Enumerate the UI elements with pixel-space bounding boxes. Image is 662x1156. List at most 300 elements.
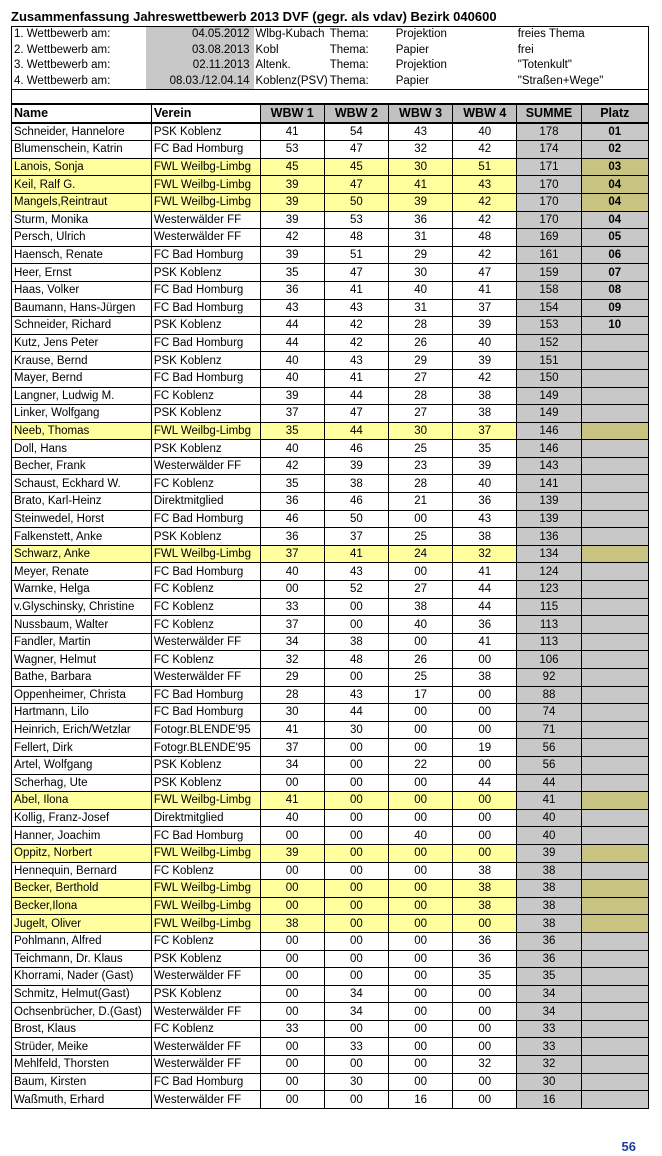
results-table: [11, 103, 649, 1109]
cell-wbw4: 37: [453, 299, 517, 317]
cell-platz: [581, 387, 648, 405]
cell-wbw2: 43: [324, 563, 388, 581]
cell-wbw4: 00: [453, 985, 517, 1003]
contest-thema-label: Thema:: [329, 43, 369, 56]
cell-wbw4: 36: [453, 932, 517, 950]
cell-verein: Westerwälder FF: [151, 669, 260, 687]
cell-verein: Westerwälder FF: [151, 457, 260, 475]
table-row: [12, 792, 649, 810]
cell-wbw1: 00: [260, 1003, 324, 1021]
cell-wbw2: 51: [324, 246, 388, 264]
cell-wbw1: 00: [260, 862, 324, 880]
cell-platz: [581, 545, 648, 563]
cell-wbw1: 00: [260, 1091, 324, 1109]
cell-summe: 171: [517, 158, 581, 176]
cell-wbw1: 00: [260, 774, 324, 792]
cell-verein: Direktmitglied: [151, 493, 260, 511]
table-row: [12, 405, 649, 423]
cell-verein: FWL Weilbg-Limbg: [151, 158, 260, 176]
cell-name: Langner, Ludwig M.: [12, 387, 152, 405]
contest-place: Koblenz(PSV): [255, 74, 328, 87]
contest-row: [12, 43, 649, 59]
cell-wbw1: 42: [260, 229, 324, 247]
cell-wbw3: 26: [388, 651, 452, 669]
cell-wbw2: 47: [324, 176, 388, 194]
cell-summe: 152: [517, 334, 581, 352]
cell-name: Mangels,Reintraut: [12, 193, 152, 211]
table-row: [12, 1003, 649, 1021]
cell-wbw1: 41: [260, 721, 324, 739]
cell-name: Becher, Frank: [12, 457, 152, 475]
cell-verein: FC Bad Homburg: [151, 1073, 260, 1091]
cell-name: Wagner, Helmut: [12, 651, 152, 669]
cell-wbw3: 38: [388, 598, 452, 616]
cell-wbw2: 00: [324, 739, 388, 757]
cell-summe: 170: [517, 193, 581, 211]
cell-wbw2: 00: [324, 880, 388, 898]
cell-wbw2: 47: [324, 405, 388, 423]
cell-name: Haas, Volker: [12, 281, 152, 299]
cell-wbw1: 36: [260, 528, 324, 546]
cell-platz: [581, 985, 648, 1003]
cell-platz: [581, 880, 648, 898]
cell-wbw4: 42: [453, 246, 517, 264]
table-row: [12, 510, 649, 528]
cell-wbw4: 42: [453, 141, 517, 159]
table-row: [12, 229, 649, 247]
contest-thema-label: Thema:: [329, 74, 369, 87]
cell-summe: 159: [517, 264, 581, 282]
cell-wbw2: 00: [324, 862, 388, 880]
cell-summe: 30: [517, 1073, 581, 1091]
table-row: [12, 616, 649, 634]
cell-name: Kutz, Jens Peter: [12, 334, 152, 352]
cell-verein: FC Koblenz: [151, 651, 260, 669]
cell-summe: 178: [517, 123, 581, 141]
cell-wbw1: 00: [260, 581, 324, 599]
cell-wbw3: 25: [388, 528, 452, 546]
cell-summe: 123: [517, 581, 581, 599]
cell-summe: 149: [517, 387, 581, 405]
cell-name: Baum, Kirsten: [12, 1073, 152, 1091]
cell-verein: FC Koblenz: [151, 475, 260, 493]
cell-wbw4: 38: [453, 862, 517, 880]
table-row: [12, 862, 649, 880]
cell-wbw4: 39: [453, 352, 517, 370]
cell-wbw1: 00: [260, 1073, 324, 1091]
cell-wbw4: 00: [453, 1020, 517, 1038]
cell-verein: Direktmitglied: [151, 809, 260, 827]
cell-name: Jugelt, Oliver: [12, 915, 152, 933]
table-row: [12, 352, 649, 370]
cell-name: Strüder, Meike: [12, 1038, 152, 1056]
cell-platz: [581, 862, 648, 880]
cell-verein: FC Koblenz: [151, 598, 260, 616]
cell-platz: [581, 422, 648, 440]
cell-wbw2: 00: [324, 844, 388, 862]
cell-verein: Westerwälder FF: [151, 1038, 260, 1056]
cell-verein: FWL Weilbg-Limbg: [151, 844, 260, 862]
contest-row: [12, 27, 649, 43]
cell-wbw3: 21: [388, 493, 452, 511]
cell-wbw1: 37: [260, 616, 324, 634]
cell-name: Fellert, Dirk: [12, 739, 152, 757]
cell-name: Meyer, Renate: [12, 563, 152, 581]
table-row: [12, 809, 649, 827]
cell-platz: [581, 1003, 648, 1021]
cell-wbw2: 00: [324, 809, 388, 827]
cell-wbw1: 00: [260, 1038, 324, 1056]
cell-wbw4: 43: [453, 510, 517, 528]
cell-wbw1: 40: [260, 563, 324, 581]
cell-wbw2: 33: [324, 1038, 388, 1056]
table-row: [12, 739, 649, 757]
cell-summe: 36: [517, 950, 581, 968]
cell-wbw4: 00: [453, 1073, 517, 1091]
cell-name: Brato, Karl-Heinz: [12, 493, 152, 511]
cell-wbw3: 00: [388, 739, 452, 757]
cell-wbw2: 53: [324, 211, 388, 229]
cell-name: Hartmann, Lilo: [12, 704, 152, 722]
cell-wbw4: 00: [453, 756, 517, 774]
cell-wbw1: 53: [260, 141, 324, 159]
cell-platz: 05: [581, 229, 648, 247]
cell-name: Warnke, Helga: [12, 581, 152, 599]
col-header-name: Name: [12, 104, 152, 123]
cell-name: Khorrami, Nader (Gast): [12, 968, 152, 986]
cell-wbw1: 33: [260, 598, 324, 616]
cell-wbw4: 51: [453, 158, 517, 176]
cell-verein: PSK Koblenz: [151, 985, 260, 1003]
cell-wbw1: 39: [260, 193, 324, 211]
cell-wbw2: 00: [324, 616, 388, 634]
table-row: [12, 950, 649, 968]
cell-platz: [581, 1020, 648, 1038]
cell-wbw4: 00: [453, 844, 517, 862]
cell-verein: PSK Koblenz: [151, 528, 260, 546]
cell-name: Heer, Ernst: [12, 264, 152, 282]
cell-wbw2: 00: [324, 669, 388, 687]
cell-verein: FC Bad Homburg: [151, 686, 260, 704]
table-row: [12, 264, 649, 282]
cell-wbw4: 48: [453, 229, 517, 247]
cell-wbw2: 00: [324, 774, 388, 792]
cell-wbw3: 40: [388, 827, 452, 845]
cell-name: Schneider, Richard: [12, 317, 152, 335]
cell-wbw3: 36: [388, 211, 452, 229]
cell-wbw1: 40: [260, 369, 324, 387]
cell-wbw4: 41: [453, 633, 517, 651]
cell-platz: 04: [581, 211, 648, 229]
cell-name: Lanois, Sonja: [12, 158, 152, 176]
cell-summe: 136: [517, 528, 581, 546]
cell-wbw3: 29: [388, 246, 452, 264]
cell-wbw4: 43: [453, 176, 517, 194]
cell-platz: [581, 1073, 648, 1091]
cell-wbw1: 40: [260, 809, 324, 827]
cell-wbw3: 28: [388, 317, 452, 335]
table-row: [12, 422, 649, 440]
cell-wbw3: 25: [388, 669, 452, 687]
document-title: Zusammenfassung Jahreswettbewerb 2013 DVF (gegr. als vdav) Bezirk 040600: [11, 9, 497, 24]
col-header-wbw3: WBW 3: [388, 104, 452, 123]
cell-summe: 161: [517, 246, 581, 264]
cell-wbw3: 27: [388, 369, 452, 387]
cell-summe: 154: [517, 299, 581, 317]
cell-wbw4: 42: [453, 211, 517, 229]
contest-info-table: [11, 26, 649, 90]
cell-wbw4: 37: [453, 422, 517, 440]
cell-wbw1: 44: [260, 317, 324, 335]
cell-wbw3: 00: [388, 1073, 452, 1091]
table-row: [12, 158, 649, 176]
cell-platz: [581, 968, 648, 986]
table-row: [12, 1091, 649, 1109]
cell-wbw1: 39: [260, 844, 324, 862]
cell-verein: Westerwälder FF: [151, 1091, 260, 1109]
cell-name: Heinrich, Erich/Wetzlar: [12, 721, 152, 739]
cell-wbw2: 00: [324, 792, 388, 810]
cell-name: Hennequin, Bernard: [12, 862, 152, 880]
cell-verein: FC Bad Homburg: [151, 827, 260, 845]
cell-summe: 146: [517, 440, 581, 458]
cell-wbw2: 00: [324, 1056, 388, 1074]
cell-wbw1: 41: [260, 792, 324, 810]
cell-wbw4: 19: [453, 739, 517, 757]
table-row: [12, 651, 649, 669]
cell-wbw2: 50: [324, 193, 388, 211]
cell-verein: PSK Koblenz: [151, 123, 260, 141]
cell-wbw3: 00: [388, 915, 452, 933]
table-row: [12, 528, 649, 546]
cell-name: Nussbaum, Walter: [12, 616, 152, 634]
cell-name: Schmitz, Helmut(Gast): [12, 985, 152, 1003]
cell-summe: 34: [517, 985, 581, 1003]
col-header-summe: SUMME: [517, 104, 581, 123]
cell-wbw4: 41: [453, 281, 517, 299]
cell-wbw4: 00: [453, 1038, 517, 1056]
contest-date: 08.03./12.04.14: [146, 74, 254, 90]
cell-wbw3: 40: [388, 616, 452, 634]
cell-wbw1: 45: [260, 158, 324, 176]
contest-label: 4. Wettbewerb am:: [14, 74, 111, 87]
cell-wbw4: 36: [453, 950, 517, 968]
cell-wbw3: 00: [388, 704, 452, 722]
cell-name: Abel, Ilona: [12, 792, 152, 810]
cell-wbw3: 00: [388, 510, 452, 528]
cell-summe: 134: [517, 545, 581, 563]
cell-name: Keil, Ralf G.: [12, 176, 152, 194]
cell-verein: PSK Koblenz: [151, 950, 260, 968]
cell-name: Falkenstett, Anke: [12, 528, 152, 546]
table-row: [12, 493, 649, 511]
cell-summe: 153: [517, 317, 581, 335]
cell-summe: 113: [517, 633, 581, 651]
cell-platz: [581, 440, 648, 458]
cell-wbw1: 36: [260, 281, 324, 299]
cell-wbw1: 37: [260, 545, 324, 563]
cell-wbw3: 00: [388, 897, 452, 915]
col-header-wbw2: WBW 2: [324, 104, 388, 123]
cell-summe: 38: [517, 880, 581, 898]
cell-wbw2: 38: [324, 633, 388, 651]
cell-wbw1: 00: [260, 897, 324, 915]
contest-topic: "Straßen+Wege": [517, 74, 604, 87]
cell-summe: 33: [517, 1020, 581, 1038]
contest-topic: frei: [517, 43, 534, 56]
cell-platz: [581, 756, 648, 774]
cell-name: Hanner, Joachim: [12, 827, 152, 845]
table-row: [12, 123, 649, 141]
cell-wbw4: 40: [453, 475, 517, 493]
cell-wbw2: 34: [324, 1003, 388, 1021]
cell-summe: 158: [517, 281, 581, 299]
col-header-wbw4: WBW 4: [453, 104, 517, 123]
contest-medium: Projektion: [395, 28, 447, 41]
cell-wbw1: 38: [260, 915, 324, 933]
cell-summe: 146: [517, 422, 581, 440]
cell-wbw3: 16: [388, 1091, 452, 1109]
table-row: [12, 211, 649, 229]
cell-wbw1: 32: [260, 651, 324, 669]
cell-summe: 139: [517, 493, 581, 511]
table-row: [12, 281, 649, 299]
cell-verein: FC Koblenz: [151, 862, 260, 880]
cell-platz: [581, 651, 648, 669]
table-row: [12, 299, 649, 317]
cell-wbw3: 23: [388, 457, 452, 475]
cell-verein: FC Koblenz: [151, 387, 260, 405]
cell-wbw4: 42: [453, 193, 517, 211]
cell-wbw1: 00: [260, 985, 324, 1003]
cell-verein: PSK Koblenz: [151, 774, 260, 792]
table-row: [12, 633, 649, 651]
cell-platz: [581, 1091, 648, 1109]
cell-wbw3: 28: [388, 475, 452, 493]
cell-wbw2: 00: [324, 1091, 388, 1109]
cell-name: Bathe, Barbara: [12, 669, 152, 687]
cell-summe: 150: [517, 369, 581, 387]
cell-wbw3: 32: [388, 141, 452, 159]
cell-verein: PSK Koblenz: [151, 317, 260, 335]
cell-wbw1: 41: [260, 123, 324, 141]
cell-verein: FC Bad Homburg: [151, 704, 260, 722]
spacer: [11, 90, 649, 103]
cell-verein: FC Koblenz: [151, 1020, 260, 1038]
cell-verein: FC Bad Homburg: [151, 334, 260, 352]
cell-summe: 106: [517, 651, 581, 669]
cell-wbw1: 40: [260, 440, 324, 458]
cell-wbw2: 41: [324, 281, 388, 299]
cell-name: Sturm, Monika: [12, 211, 152, 229]
cell-wbw3: 00: [388, 792, 452, 810]
cell-name: Ochsenbrücher, D.(Gast): [12, 1003, 152, 1021]
cell-wbw3: 00: [388, 1056, 452, 1074]
table-row: [12, 317, 649, 335]
cell-summe: 32: [517, 1056, 581, 1074]
cell-name: Schaust, Eckhard W.: [12, 475, 152, 493]
cell-platz: [581, 774, 648, 792]
table-row: [12, 915, 649, 933]
table-row: [12, 721, 649, 739]
cell-verein: Westerwälder FF: [151, 633, 260, 651]
cell-wbw4: 40: [453, 334, 517, 352]
cell-verein: FC Koblenz: [151, 581, 260, 599]
contest-date: 03.08.2013: [146, 43, 254, 59]
cell-wbw3: 41: [388, 176, 452, 194]
table-row: [12, 246, 649, 264]
cell-name: Mehlfeld, Thorsten: [12, 1056, 152, 1074]
cell-platz: [581, 1038, 648, 1056]
cell-wbw2: 45: [324, 158, 388, 176]
cell-summe: 124: [517, 563, 581, 581]
cell-wbw3: 00: [388, 1003, 452, 1021]
cell-wbw2: 48: [324, 651, 388, 669]
cell-wbw3: 27: [388, 581, 452, 599]
contest-medium: Projektion: [395, 59, 447, 72]
cell-summe: 115: [517, 598, 581, 616]
cell-wbw4: 00: [453, 686, 517, 704]
cell-wbw3: 40: [388, 281, 452, 299]
cell-summe: 41: [517, 792, 581, 810]
table-row: [12, 369, 649, 387]
cell-wbw4: 32: [453, 1056, 517, 1074]
cell-name: Schneider, Hannelore: [12, 123, 152, 141]
cell-platz: [581, 704, 648, 722]
cell-summe: 169: [517, 229, 581, 247]
cell-wbw4: 47: [453, 264, 517, 282]
table-row: [12, 897, 649, 915]
cell-wbw2: 00: [324, 827, 388, 845]
cell-verein: FWL Weilbg-Limbg: [151, 193, 260, 211]
cell-wbw4: 00: [453, 651, 517, 669]
cell-wbw1: 00: [260, 827, 324, 845]
cell-wbw1: 35: [260, 475, 324, 493]
cell-wbw4: 38: [453, 528, 517, 546]
contest-label: 2. Wettbewerb am:: [14, 43, 111, 56]
cell-wbw1: 29: [260, 669, 324, 687]
table-row: [12, 563, 649, 581]
cell-platz: [581, 369, 648, 387]
table-row: [12, 581, 649, 599]
cell-verein: Westerwälder FF: [151, 211, 260, 229]
cell-wbw2: 44: [324, 422, 388, 440]
cell-wbw1: 44: [260, 334, 324, 352]
cell-verein: FWL Weilbg-Limbg: [151, 880, 260, 898]
cell-wbw4: 38: [453, 880, 517, 898]
cell-wbw2: 54: [324, 123, 388, 141]
cell-wbw2: 39: [324, 457, 388, 475]
cell-verein: FWL Weilbg-Limbg: [151, 545, 260, 563]
cell-platz: [581, 897, 648, 915]
cell-wbw4: 39: [453, 317, 517, 335]
cell-wbw4: 44: [453, 598, 517, 616]
cell-summe: 16: [517, 1091, 581, 1109]
cell-wbw4: 44: [453, 774, 517, 792]
cell-name: Baumann, Hans-Jürgen: [12, 299, 152, 317]
cell-wbw3: 00: [388, 809, 452, 827]
cell-wbw4: 00: [453, 1091, 517, 1109]
table-row: [12, 176, 649, 194]
cell-name: v.Glyschinsky, Christine: [12, 598, 152, 616]
cell-summe: 92: [517, 669, 581, 687]
cell-wbw3: 24: [388, 545, 452, 563]
cell-name: Kollig, Franz-Josef: [12, 809, 152, 827]
cell-wbw3: 30: [388, 158, 452, 176]
table-row: [12, 141, 649, 159]
cell-summe: 40: [517, 827, 581, 845]
cell-platz: [581, 950, 648, 968]
